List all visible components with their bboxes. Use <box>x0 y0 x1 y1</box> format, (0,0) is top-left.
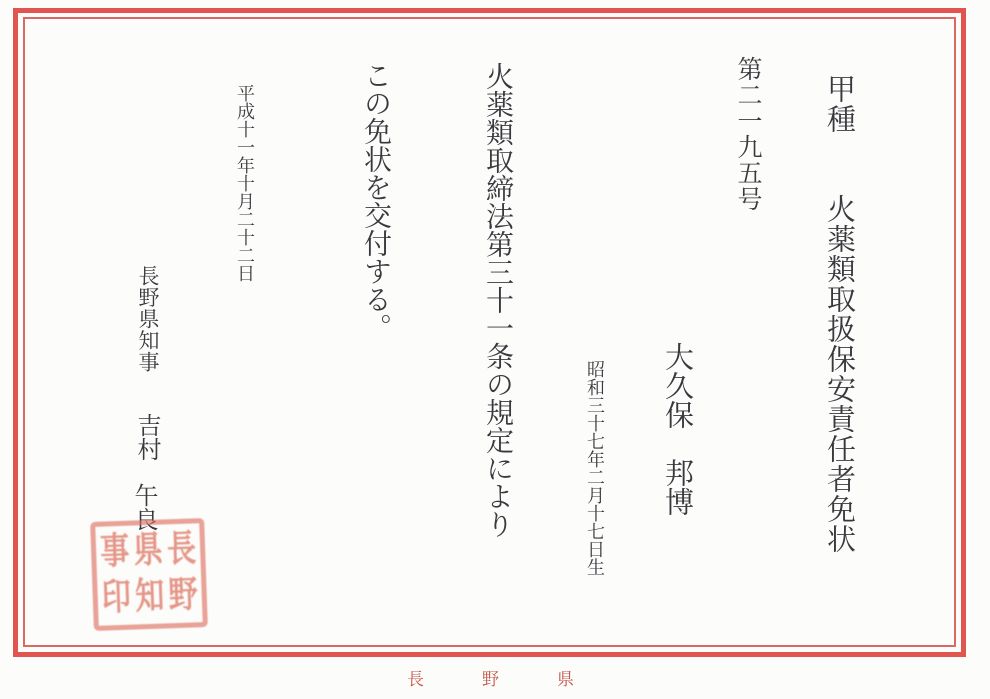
holder-name: 大久保 邦博 <box>661 342 693 516</box>
body-text-line-2: この免状を交付する。 <box>360 61 391 341</box>
issuer-name-family: 吉村 <box>133 413 159 461</box>
license-number: 第二一九五号 <box>734 56 761 212</box>
seal-character: 事 <box>99 531 131 573</box>
seal-column <box>100 530 132 622</box>
seal-column <box>133 529 165 621</box>
seal-character: 長 <box>166 529 197 571</box>
seal-column <box>166 527 198 619</box>
certificate-title: 甲種 火薬類取扱保安責任者免状 <box>823 74 855 554</box>
seal-character: 野 <box>167 574 199 616</box>
issuer-title: 長野県知事 <box>136 265 160 373</box>
body-text-line-1: 火薬類取締法第三十一条の規定により <box>482 62 513 538</box>
seal-character: 知 <box>134 576 165 618</box>
holder-birth-date: 昭和三十七年二月十七日生 <box>585 360 605 576</box>
issuer-name-given: 午良 <box>130 483 156 531</box>
seal-character: 県 <box>132 530 164 572</box>
footer-prefecture-label: 長野県 <box>407 670 632 689</box>
issue-date: 平成十一年十月二十二日 <box>235 84 255 282</box>
seal-character: 印 <box>101 577 132 619</box>
governor-seal-stamp <box>90 518 208 631</box>
